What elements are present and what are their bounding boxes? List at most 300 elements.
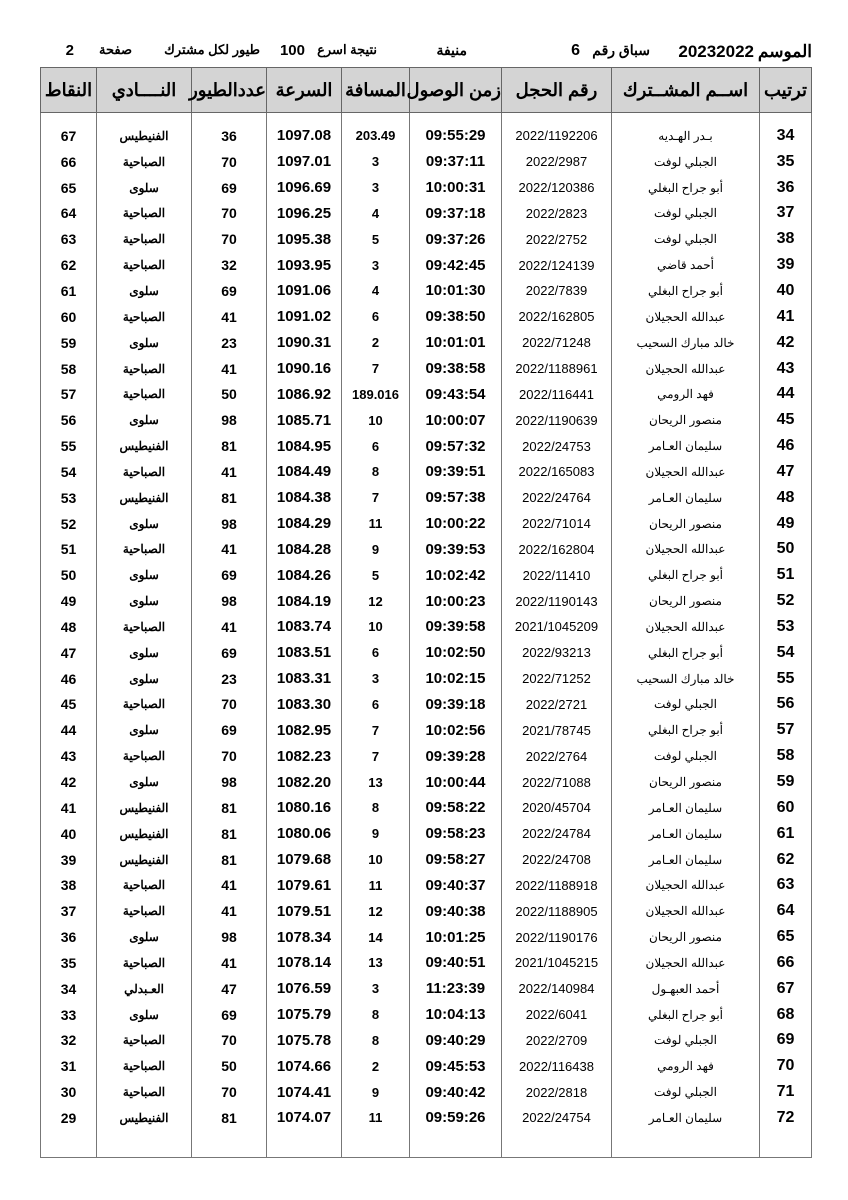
cell-name: عبدالله الحجيلان [612,614,760,640]
cell-name: منصور الريحان [612,511,760,537]
cell-speed: 1084.38 [267,485,342,511]
cell-speed: 1080.16 [267,795,342,821]
cell-rank: 46 [760,433,812,459]
cell-speed: 1079.68 [267,847,342,873]
cell-ring: 2022/1190143 [502,588,612,614]
cell-time: 10:02:56 [410,717,502,743]
table-row [41,433,812,459]
cell-ring: 2022/24764 [502,485,612,511]
cell-time: 11:23:39 [410,976,502,1002]
cell-birds: 69 [192,640,267,666]
cell-rank: 69 [760,1028,812,1054]
cell-birds: 98 [192,511,267,537]
cell-dist: 11 [342,511,410,537]
empty-cell [267,1131,342,1158]
cell-ring: 2022/116438 [502,1053,612,1079]
cell-time: 09:39:28 [410,743,502,769]
page-label: صفحة [99,42,132,57]
cell-name: عبدالله الحجيلان [612,872,760,898]
column-header-points: النقاط [41,68,97,113]
cell-name: سليمان العـامر [612,821,760,847]
table-row [41,795,812,821]
cell-points: 58 [41,356,97,382]
cell-rank: 68 [760,1002,812,1028]
cell-name: الجبلي لوفت [612,692,760,718]
cell-time: 09:37:26 [410,226,502,252]
cell-points: 67 [41,113,97,149]
cell-birds: 69 [192,717,267,743]
cell-time: 09:42:45 [410,252,502,278]
cell-dist: 11 [342,872,410,898]
cell-rank: 48 [760,485,812,511]
cell-club: الصباحية [97,201,192,227]
cell-rank: 61 [760,821,812,847]
cell-name: خالد مبارك السحيب [612,330,760,356]
cell-points: 45 [41,692,97,718]
cell-rank: 53 [760,614,812,640]
cell-time: 10:00:07 [410,407,502,433]
cell-dist: 3 [342,666,410,692]
cell-rank: 45 [760,407,812,433]
cell-points: 46 [41,666,97,692]
cell-rank: 55 [760,666,812,692]
table-row [41,769,812,795]
cell-time: 09:40:29 [410,1028,502,1054]
table-row [41,149,812,175]
cell-name: عبدالله الحجيلان [612,898,760,924]
table-row [41,356,812,382]
cell-club: الصباحية [97,226,192,252]
column-header-birds: عددالطيور [192,68,267,113]
cell-birds: 69 [192,175,267,201]
cell-points: 38 [41,872,97,898]
cell-dist: 3 [342,175,410,201]
cell-points: 60 [41,304,97,330]
cell-birds: 41 [192,950,267,976]
cell-speed: 1079.51 [267,898,342,924]
cell-rank: 63 [760,872,812,898]
per-participant-label: طيور لكل مشترك [164,42,260,57]
cell-name: الجبلي لوفت [612,201,760,227]
cell-speed: 1083.31 [267,666,342,692]
cell-speed: 1076.59 [267,976,342,1002]
cell-time: 09:39:58 [410,614,502,640]
empty-cell [760,1131,812,1158]
table-row [41,407,812,433]
table-row [41,640,812,666]
cell-points: 31 [41,1053,97,1079]
cell-club: الفنيطيس [97,795,192,821]
cell-speed: 1084.19 [267,588,342,614]
cell-ring: 2022/71252 [502,666,612,692]
season-label: الموسم [757,42,812,61]
cell-club: الفنيطيس [97,847,192,873]
cell-ring: 2022/1190639 [502,407,612,433]
cell-rank: 34 [760,113,812,149]
cell-time: 09:40:38 [410,898,502,924]
cell-club: الفنيطيس [97,1105,192,1131]
cell-speed: 1091.06 [267,278,342,304]
cell-time: 09:58:22 [410,795,502,821]
cell-club: سلوى [97,407,192,433]
cell-birds: 41 [192,614,267,640]
cell-time: 09:37:18 [410,201,502,227]
cell-club: سلوى [97,769,192,795]
cell-club: الصباحية [97,614,192,640]
cell-dist: 13 [342,769,410,795]
cell-rank: 62 [760,847,812,873]
table-row [41,252,812,278]
column-header-time: زمن الوصول [410,68,502,113]
cell-points: 65 [41,175,97,201]
table-row [41,304,812,330]
cell-club: سلوى [97,330,192,356]
cell-points: 35 [41,950,97,976]
cell-birds: 81 [192,1105,267,1131]
cell-birds: 41 [192,537,267,563]
cell-club: سلوى [97,562,192,588]
cell-rank: 72 [760,1105,812,1131]
table-row [41,976,812,1002]
cell-name: أبو جراح البغلي [612,717,760,743]
cell-speed: 1082.95 [267,717,342,743]
cell-time: 09:55:29 [410,113,502,149]
cell-ring: 2021/78745 [502,717,612,743]
empty-cell [612,1131,760,1158]
table-row [41,381,812,407]
cell-time: 09:38:50 [410,304,502,330]
cell-ring: 2022/116441 [502,381,612,407]
cell-club: سلوى [97,175,192,201]
empty-cell [502,1131,612,1158]
cell-time: 10:02:50 [410,640,502,666]
table-row [41,692,812,718]
cell-rank: 41 [760,304,812,330]
cell-ring: 2022/162804 [502,537,612,563]
cell-name: عبدالله الحجيلان [612,459,760,485]
cell-dist: 7 [342,743,410,769]
cell-ring: 2022/2987 [502,149,612,175]
cell-birds: 23 [192,330,267,356]
cell-dist: 6 [342,433,410,459]
season-value: 20232022 [678,42,754,61]
cell-points: 48 [41,614,97,640]
cell-ring: 2021/1045209 [502,614,612,640]
cell-dist: 7 [342,485,410,511]
cell-dist: 6 [342,692,410,718]
cell-rank: 47 [760,459,812,485]
cell-speed: 1075.79 [267,1002,342,1028]
cell-time: 10:04:13 [410,1002,502,1028]
cell-birds: 70 [192,149,267,175]
cell-name: منصور الريحان [612,588,760,614]
cell-club: العـبدلي [97,976,192,1002]
column-header-club: النــــادي [97,68,192,113]
column-header-ring: رقم الحجل [502,68,612,113]
cell-name: منصور الريحان [612,769,760,795]
cell-time: 10:02:15 [410,666,502,692]
cell-time: 10:01:30 [410,278,502,304]
cell-ring: 2022/1188918 [502,872,612,898]
cell-club: الفنيطيس [97,113,192,149]
cell-dist: 7 [342,717,410,743]
cell-time: 09:45:53 [410,1053,502,1079]
cell-time: 09:38:58 [410,356,502,382]
table-row [41,1079,812,1105]
cell-rank: 58 [760,743,812,769]
cell-dist: 3 [342,976,410,1002]
table-row [41,614,812,640]
cell-name: الجبلي لوفت [612,226,760,252]
cell-club: سلوى [97,666,192,692]
cell-club: سلوى [97,1002,192,1028]
cell-points: 57 [41,381,97,407]
cell-ring: 2022/2818 [502,1079,612,1105]
table-row [41,666,812,692]
cell-ring: 2022/6041 [502,1002,612,1028]
cell-ring: 2022/165083 [502,459,612,485]
table-row [41,898,812,924]
cell-points: 30 [41,1079,97,1105]
cell-dist: 5 [342,562,410,588]
cell-points: 49 [41,588,97,614]
table-row [41,330,812,356]
cell-birds: 41 [192,459,267,485]
cell-birds: 70 [192,1079,267,1105]
table-row [41,743,812,769]
cell-name: الجبلي لوفت [612,743,760,769]
cell-dist: 3 [342,252,410,278]
cell-name: أبو جراح البغلي [612,640,760,666]
cell-birds: 36 [192,113,267,149]
cell-points: 52 [41,511,97,537]
cell-club: الصباحية [97,743,192,769]
empty-cell [41,1131,97,1158]
cell-time: 10:01:01 [410,330,502,356]
cell-club: الصباحية [97,1028,192,1054]
cell-speed: 1093.95 [267,252,342,278]
cell-rank: 42 [760,330,812,356]
cell-birds: 41 [192,872,267,898]
cell-rank: 59 [760,769,812,795]
cell-club: سلوى [97,511,192,537]
cell-club: الصباحية [97,1079,192,1105]
cell-birds: 50 [192,381,267,407]
cell-rank: 38 [760,226,812,252]
cell-club: الصباحية [97,381,192,407]
cell-speed: 1096.69 [267,175,342,201]
cell-dist: 6 [342,640,410,666]
cell-points: 62 [41,252,97,278]
results-table [40,67,812,1158]
cell-birds: 69 [192,1002,267,1028]
cell-points: 61 [41,278,97,304]
cell-speed: 1078.34 [267,924,342,950]
cell-ring: 2022/1192206 [502,113,612,149]
cell-name: فهد الرومي [612,381,760,407]
cell-time: 09:39:51 [410,459,502,485]
cell-ring: 2022/2752 [502,226,612,252]
cell-time: 10:00:44 [410,769,502,795]
cell-dist: 10 [342,614,410,640]
cell-speed: 1084.28 [267,537,342,563]
cell-dist: 6 [342,304,410,330]
table-row [41,1053,812,1079]
cell-name: عبدالله الحجيلان [612,304,760,330]
cell-birds: 81 [192,485,267,511]
cell-points: 64 [41,201,97,227]
cell-club: الصباحية [97,898,192,924]
table-row [41,717,812,743]
cell-time: 09:57:32 [410,433,502,459]
cell-speed: 1084.49 [267,459,342,485]
cell-rank: 64 [760,898,812,924]
cell-birds: 81 [192,795,267,821]
empty-row [41,1131,812,1158]
cell-name: أبو جراح البغلي [612,175,760,201]
cell-rank: 37 [760,201,812,227]
cell-dist: 3 [342,149,410,175]
cell-speed: 1083.74 [267,614,342,640]
cell-club: سلوى [97,588,192,614]
table-row [41,226,812,252]
cell-points: 59 [41,330,97,356]
cell-club: الصباحية [97,252,192,278]
cell-speed: 1083.51 [267,640,342,666]
cell-speed: 1082.23 [267,743,342,769]
cell-speed: 1075.78 [267,1028,342,1054]
table-row [41,821,812,847]
cell-points: 44 [41,717,97,743]
cell-ring: 2022/2709 [502,1028,612,1054]
cell-name: عبدالله الحجيلان [612,356,760,382]
cell-birds: 50 [192,1053,267,1079]
cell-points: 54 [41,459,97,485]
cell-points: 36 [41,924,97,950]
cell-club: الصباحية [97,692,192,718]
cell-name: الجبلي لوفت [612,149,760,175]
cell-time: 09:59:26 [410,1105,502,1131]
report-title [40,40,812,64]
cell-name: أبو جراح البغلي [612,278,760,304]
table-row [41,175,812,201]
table-row [41,1105,812,1131]
cell-rank: 56 [760,692,812,718]
cell-dist: 12 [342,898,410,924]
empty-cell [410,1131,502,1158]
column-header-name: اســم المشــترك [612,68,760,113]
cell-club: سلوى [97,640,192,666]
cell-points: 34 [41,976,97,1002]
cell-speed: 1080.06 [267,821,342,847]
cell-rank: 65 [760,924,812,950]
cell-dist: 5 [342,226,410,252]
cell-dist: 7 [342,356,410,382]
cell-ring: 2022/2823 [502,201,612,227]
cell-dist: 14 [342,924,410,950]
cell-name: سليمان العـامر [612,1105,760,1131]
cell-ring: 2022/11410 [502,562,612,588]
cell-rank: 57 [760,717,812,743]
cell-time: 09:43:54 [410,381,502,407]
cell-birds: 81 [192,847,267,873]
cell-rank: 71 [760,1079,812,1105]
cell-time: 10:00:22 [410,511,502,537]
cell-birds: 32 [192,252,267,278]
cell-birds: 41 [192,898,267,924]
cell-club: الفنيطيس [97,821,192,847]
race-number: 6 [571,42,580,59]
birds-count: 100 [279,42,305,59]
cell-time: 09:58:23 [410,821,502,847]
table-row [41,485,812,511]
cell-club: سلوى [97,924,192,950]
cell-birds: 70 [192,201,267,227]
cell-time: 09:57:38 [410,485,502,511]
cell-club: الصباحية [97,304,192,330]
cell-speed: 1083.30 [267,692,342,718]
cell-time: 10:00:31 [410,175,502,201]
cell-speed: 1085.71 [267,407,342,433]
table-row [41,459,812,485]
cell-speed: 1091.02 [267,304,342,330]
cell-birds: 70 [192,226,267,252]
cell-club: الصباحية [97,537,192,563]
cell-dist: 4 [342,278,410,304]
cell-ring: 2022/2721 [502,692,612,718]
cell-birds: 23 [192,666,267,692]
empty-cell [97,1131,192,1158]
cell-ring: 2022/71088 [502,769,612,795]
cell-points: 37 [41,898,97,924]
cell-club: الصباحية [97,149,192,175]
column-header-speed: السرعة [267,68,342,113]
cell-dist: 2 [342,1053,410,1079]
cell-speed: 1074.41 [267,1079,342,1105]
cell-club: سلوى [97,278,192,304]
cell-birds: 98 [192,769,267,795]
cell-name: فهد الرومي [612,1053,760,1079]
cell-ring: 2022/120386 [502,175,612,201]
cell-speed: 1079.61 [267,872,342,898]
cell-points: 41 [41,795,97,821]
cell-points: 43 [41,743,97,769]
table-row [41,924,812,950]
cell-ring: 2022/93213 [502,640,612,666]
cell-speed: 1078.14 [267,950,342,976]
cell-ring: 2022/1188961 [502,356,612,382]
cell-name: الجبلي لوفت [612,1028,760,1054]
cell-dist: 8 [342,1028,410,1054]
cell-rank: 52 [760,588,812,614]
cell-time: 09:40:51 [410,950,502,976]
cell-name: بـدر الهـديه [612,113,760,149]
race-label: سباق رقم [592,42,650,58]
cell-birds: 70 [192,1028,267,1054]
cell-club: الصباحية [97,1053,192,1079]
empty-cell [342,1131,410,1158]
cell-ring: 2022/24708 [502,847,612,873]
cell-club: الصباحية [97,459,192,485]
cell-dist: 10 [342,847,410,873]
cell-rank: 50 [760,537,812,563]
cell-name: أحمد العبهـول [612,976,760,1002]
cell-rank: 67 [760,976,812,1002]
cell-speed: 1084.26 [267,562,342,588]
cell-ring: 2020/45704 [502,795,612,821]
cell-points: 55 [41,433,97,459]
cell-birds: 41 [192,356,267,382]
